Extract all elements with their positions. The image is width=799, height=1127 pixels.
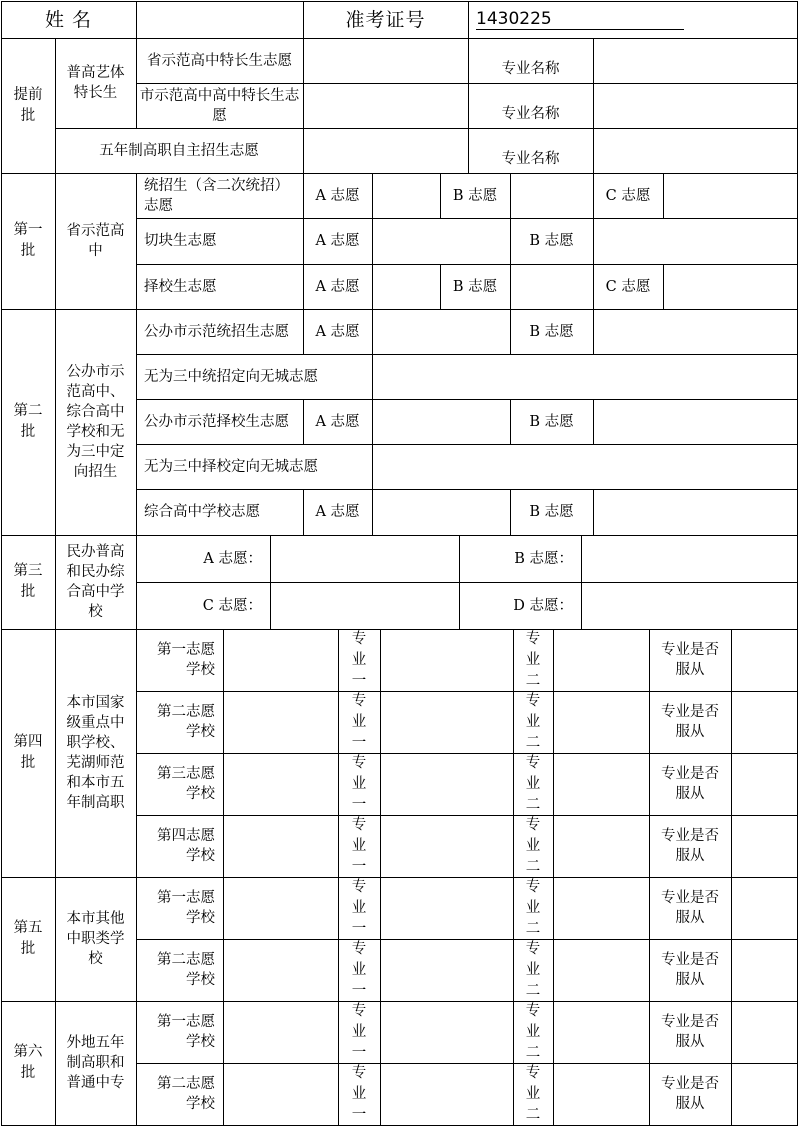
b3-d-label: D 志愿： bbox=[513, 597, 573, 614]
pre-batch-label: 提前批 bbox=[13, 86, 43, 124]
b1-row-1-a-field[interactable] bbox=[373, 174, 440, 218]
b1-row-2-label: 切块生志愿 bbox=[144, 233, 217, 249]
b4-choice-1-obey-field[interactable] bbox=[732, 630, 797, 691]
b5-choice-1-major2-label: 专业二 bbox=[525, 878, 541, 937]
b5-choice-1-major1-field[interactable] bbox=[381, 878, 513, 939]
b4-batch-category: 本市国家级重点中职学校、芜湖师范和本市五年制高职 bbox=[66, 695, 125, 811]
b2-row-3-label: 公办市示范择校生志愿 bbox=[144, 413, 289, 430]
b4-choice-1-major1-label: 专业一 bbox=[351, 630, 367, 689]
b6-choice-1-obey-field[interactable] bbox=[732, 1002, 797, 1063]
b2-row-1-label: 公办市示范统招生志愿 bbox=[144, 323, 289, 340]
b5-choice-2-obey-field[interactable] bbox=[732, 940, 797, 1001]
b1-row-1-label: 统招生（含二次统招）志愿 bbox=[144, 177, 289, 214]
b4-choice-3-label: 第三志愿学校 bbox=[157, 766, 215, 802]
b2-row-3-a-field[interactable] bbox=[373, 400, 510, 444]
b1-row-1-c-label: C 志愿 bbox=[605, 187, 651, 204]
b4-choice-2-major2-label: 专业二 bbox=[525, 692, 541, 751]
b6-choice-2-obey-field[interactable] bbox=[732, 1064, 797, 1125]
exam-id-value: 1430225 bbox=[476, 9, 684, 30]
b1-row-1-c-field[interactable] bbox=[664, 174, 797, 218]
b4-choice-4-obey-field[interactable] bbox=[732, 816, 797, 877]
exam-id-field[interactable] bbox=[468, 1, 797, 38]
b5-batch-label: 第五批 bbox=[13, 920, 43, 957]
name-label: 姓 名 bbox=[44, 8, 93, 31]
b1-row-3-a-field[interactable] bbox=[373, 265, 440, 309]
b1-row-3-a-label: A 志愿 bbox=[315, 278, 360, 295]
b6-choice-1-major2-label: 专业二 bbox=[525, 1002, 541, 1061]
b2-row-2-field[interactable] bbox=[373, 355, 797, 399]
major-name-label: 专业名称 bbox=[501, 150, 560, 167]
major-name-label: 专业名称 bbox=[501, 60, 560, 77]
b6-choice-2-label: 第二志愿学校 bbox=[157, 1076, 215, 1112]
b6-batch-category: 外地五年制高职和普通中专 bbox=[66, 1035, 125, 1091]
b4-choice-3-major1-label: 专业一 bbox=[351, 754, 367, 813]
b2-row-5-b-label: B 志愿 bbox=[529, 504, 574, 520]
b2-row-4-field[interactable] bbox=[373, 445, 797, 489]
b2-row-4-label: 无为三中择校定向无城志愿 bbox=[144, 458, 318, 475]
b5-choice-1-obey-field[interactable] bbox=[732, 878, 797, 939]
b4-choice-2-label: 第二志愿学校 bbox=[157, 704, 215, 740]
b4-choice-2-major2-field[interactable] bbox=[554, 692, 649, 753]
b1-row-3-b-field[interactable] bbox=[511, 265, 593, 309]
b2-row-3-b-label: B 志愿 bbox=[529, 413, 574, 430]
b6-choice-2-major1-field[interactable] bbox=[381, 1064, 513, 1125]
b6-choice-1-major1-label: 专业一 bbox=[351, 1002, 367, 1061]
b1-row-3-b-label: B 志愿 bbox=[452, 278, 498, 295]
b1-row-3-label: 择校生志愿 bbox=[144, 278, 217, 295]
b2-batch-label: 第二批 bbox=[13, 403, 43, 440]
name-field[interactable] bbox=[137, 2, 303, 38]
b4-choice-4-major1-field[interactable] bbox=[381, 816, 513, 877]
b2-row-2-label: 无为三中统招定向无城志愿 bbox=[144, 368, 318, 385]
b6-choice-2-school-field[interactable] bbox=[224, 1064, 338, 1125]
b4-choice-2-school-field[interactable] bbox=[224, 692, 338, 753]
b2-row-3-b-field[interactable] bbox=[594, 400, 797, 444]
b4-batch-label: 第四批 bbox=[13, 734, 43, 771]
b2-row-1-b-label: B 志愿 bbox=[529, 323, 574, 340]
b5-choice-2-major1-label: 专业一 bbox=[351, 940, 367, 999]
pre-batch-category: 普高艺体特长生 bbox=[66, 65, 125, 101]
pre-row-3-school-field[interactable] bbox=[304, 129, 468, 173]
b1-row-2-b-label: B 志愿 bbox=[529, 233, 574, 249]
b4-choice-3-obey-label: 专业是否服从 bbox=[661, 766, 719, 802]
b4-choice-2-obey-label: 专业是否服从 bbox=[661, 704, 719, 740]
b5-choice-1-school-field[interactable] bbox=[224, 878, 338, 939]
b1-batch-label: 第一批 bbox=[13, 222, 43, 259]
b5-choice-1-major2-field[interactable] bbox=[554, 878, 649, 939]
b4-choice-3-obey-field[interactable] bbox=[732, 754, 797, 815]
b1-row-1-b-field[interactable] bbox=[511, 174, 593, 218]
b1-row-1-b-label: B 志愿 bbox=[452, 187, 498, 204]
b2-row-5-b-field[interactable] bbox=[594, 490, 797, 535]
b4-choice-3-school-field[interactable] bbox=[224, 754, 338, 815]
b3-a-label: A 志愿： bbox=[203, 550, 262, 567]
b5-batch-category: 本市其他中职类学校 bbox=[66, 911, 125, 967]
b3-a-field[interactable] bbox=[271, 536, 459, 582]
b1-row-3-c-label: C 志愿 bbox=[605, 278, 651, 295]
b4-choice-1-major2-field[interactable] bbox=[554, 630, 649, 691]
b3-d-field[interactable] bbox=[582, 583, 797, 629]
b6-choice-1-school-field[interactable] bbox=[224, 1002, 338, 1063]
exam-id-label: 准考证号 bbox=[345, 8, 426, 31]
b4-choice-1-school-field[interactable] bbox=[224, 630, 338, 691]
b1-row-2-a-label: A 志愿 bbox=[315, 233, 360, 249]
b4-choice-3-major1-field[interactable] bbox=[381, 754, 513, 815]
b3-c-field[interactable] bbox=[271, 583, 459, 629]
b4-choice-4-major2-field[interactable] bbox=[554, 816, 649, 877]
pre-row-3-label: 五年制高职自主招生志愿 bbox=[99, 142, 259, 159]
b5-choice-2-label: 第二志愿学校 bbox=[157, 952, 215, 988]
b4-choice-2-major1-field[interactable] bbox=[381, 692, 513, 753]
b2-batch-category: 公办市示范高中、综合高中学校和无为三中定向招生 bbox=[66, 364, 125, 480]
b4-choice-1-label: 第一志愿学校 bbox=[157, 642, 215, 678]
b4-choice-4-obey-label: 专业是否服从 bbox=[661, 828, 719, 864]
grid-line bbox=[1, 1125, 798, 1126]
b3-c-label: C 志愿： bbox=[202, 597, 262, 614]
b2-row-5-a-label: A 志愿 bbox=[315, 504, 360, 520]
b6-choice-1-label: 第一志愿学校 bbox=[157, 1014, 215, 1050]
b2-row-1-b-field[interactable] bbox=[594, 310, 797, 354]
b4-choice-3-major2-label: 专业二 bbox=[525, 754, 541, 813]
b6-choice-2-obey-label: 专业是否服从 bbox=[661, 1076, 719, 1112]
b4-choice-3-major2-field[interactable] bbox=[554, 754, 649, 815]
pre-row-2-label: 市示范高中高中特长生志愿 bbox=[139, 87, 300, 124]
b6-choice-2-major1-label: 专业一 bbox=[351, 1064, 367, 1123]
b3-b-field[interactable] bbox=[582, 536, 797, 582]
b3-b-label: B 志愿： bbox=[514, 550, 573, 567]
b4-choice-1-major1-field[interactable] bbox=[381, 630, 513, 691]
b4-choice-2-obey-field[interactable] bbox=[732, 692, 797, 753]
b5-choice-2-major2-field[interactable] bbox=[554, 940, 649, 1001]
b6-choice-1-major1-field[interactable] bbox=[381, 1002, 513, 1063]
b6-choice-1-major2-field[interactable] bbox=[554, 1002, 649, 1063]
b5-choice-1-label: 第一志愿学校 bbox=[157, 890, 215, 926]
b3-batch-category: 民办普高和民办综合高中学校 bbox=[66, 544, 125, 620]
b2-row-1-a-field[interactable] bbox=[373, 310, 510, 354]
b3-batch-label: 第三批 bbox=[13, 563, 43, 600]
b1-batch-category: 省示范高中 bbox=[66, 223, 125, 259]
pre-row-1-school-field[interactable] bbox=[304, 39, 468, 83]
b2-row-3-a-label: A 志愿 bbox=[315, 413, 360, 430]
pre-row-1-major-field[interactable] bbox=[594, 39, 797, 83]
b5-choice-2-school-field[interactable] bbox=[224, 940, 338, 1001]
pre-row-2-major-field[interactable] bbox=[594, 84, 797, 128]
b6-choice-2-major2-label: 专业二 bbox=[525, 1064, 541, 1123]
b1-row-2-b-field[interactable] bbox=[594, 219, 797, 264]
b2-row-1-a-label: A 志愿 bbox=[315, 323, 360, 340]
b4-choice-4-major1-label: 专业一 bbox=[351, 816, 367, 875]
b4-choice-1-major2-label: 专业二 bbox=[525, 630, 541, 689]
grid-line bbox=[797, 1, 798, 1126]
b4-choice-4-label: 第四志愿学校 bbox=[157, 828, 215, 864]
b4-choice-4-major2-label: 专业二 bbox=[525, 816, 541, 875]
pre-row-3-major-field[interactable] bbox=[594, 129, 797, 173]
b4-choice-1-obey-label: 专业是否服从 bbox=[661, 642, 719, 678]
major-name-label: 专业名称 bbox=[501, 105, 560, 122]
b5-choice-1-major1-label: 专业一 bbox=[351, 878, 367, 937]
b6-choice-1-obey-label: 专业是否服从 bbox=[661, 1014, 719, 1050]
b5-choice-1-obey-label: 专业是否服从 bbox=[661, 890, 719, 926]
b2-row-5-label: 综合高中学校志愿 bbox=[144, 504, 260, 520]
b1-row-2-a-field[interactable] bbox=[373, 219, 510, 264]
b5-choice-2-major2-label: 专业二 bbox=[525, 940, 541, 999]
pre-row-2-school-field[interactable] bbox=[304, 84, 468, 128]
b4-choice-2-major1-label: 专业一 bbox=[351, 692, 367, 751]
b1-row-1-a-label: A 志愿 bbox=[315, 187, 360, 204]
b6-batch-label: 第六批 bbox=[13, 1044, 43, 1081]
b2-row-5-a-field[interactable] bbox=[373, 490, 510, 535]
b5-choice-2-obey-label: 专业是否服从 bbox=[661, 952, 719, 988]
b1-row-3-c-field[interactable] bbox=[664, 265, 797, 309]
b4-choice-4-school-field[interactable] bbox=[224, 816, 338, 877]
pre-row-1-label: 省示范高中特长生志愿 bbox=[147, 52, 292, 69]
b5-choice-2-major1-field[interactable] bbox=[381, 940, 513, 1001]
b6-choice-2-major2-field[interactable] bbox=[554, 1064, 649, 1125]
